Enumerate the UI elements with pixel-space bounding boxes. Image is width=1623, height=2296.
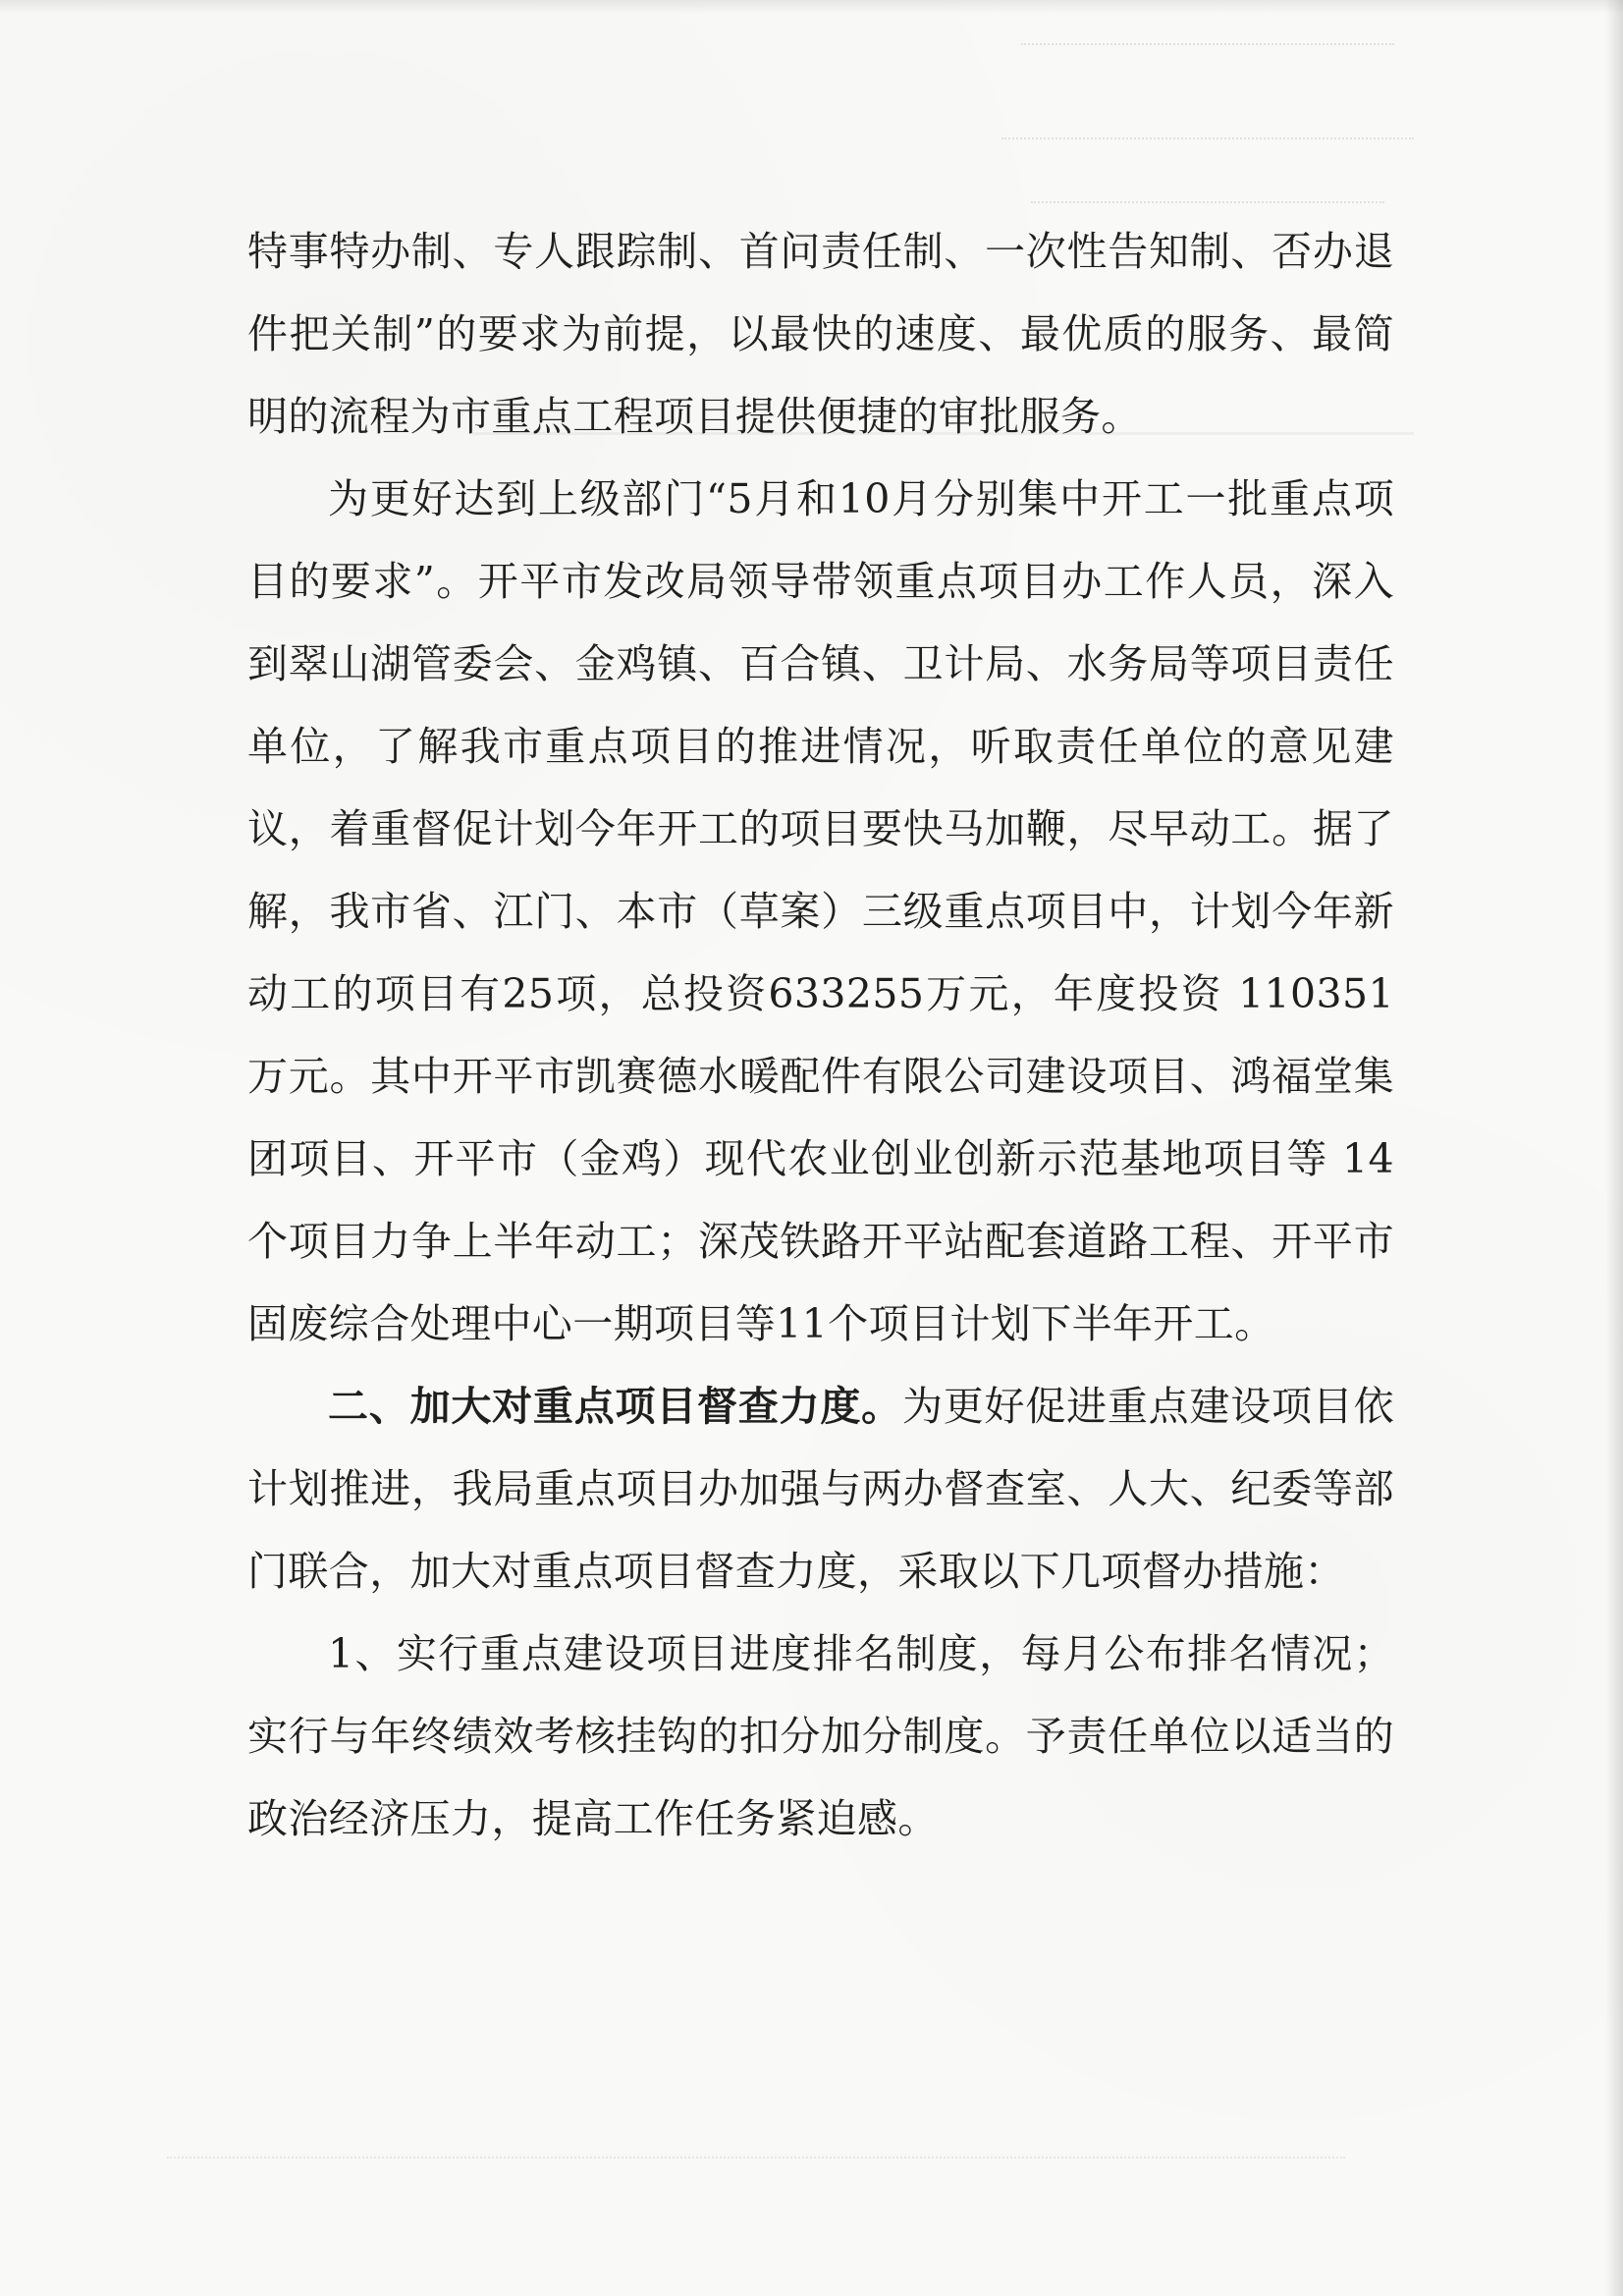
scan-top-shadow xyxy=(0,0,1623,14)
paragraph-text: 为更好达到上级部门“5月和10月分别集中开工一批重点项目的要求”。开平市发改局领导带领重点项目办工作人员，深入到翠山湖管委会、金鸡镇、百合镇、卫计局、水务局等项目责任单位，了解我市重点项目的推进情况，听取责任单位的意见建议，着重督促计划今年开工的项目要快马加鞭，尽早动工。据了解，我市省、江门、本市（草案）三级重点项目中，计划今年新动工的项目有25项，总投资633255万元，年度投资 110351 万元。其中开平市凯赛德水暖配件有限公司建设项目、鸿福堂集团项目、开平市（金鸡）现代农业创业创新示范基地项目等 14 个项目力争上半年动工；深茂铁路开平站配套道路工程、开平市固废综合处理中心一期项目等11个项目计划下半年开工。 xyxy=(247,475,1394,1347)
scan-bleed-mark xyxy=(167,2157,1345,2159)
paragraph-project-start xyxy=(247,458,1394,1365)
scan-bleed-mark xyxy=(1001,137,1414,139)
scan-bleed-mark xyxy=(1031,201,1384,203)
paragraph-supervision xyxy=(247,1365,1394,1613)
paragraph-text: 1、实行重点建设项目进度排名制度，每月公布排名情况；实行与年终绩效考核挂钩的扣分加分制度。予责任单位以适当的政治经济压力，提高工作任务紧迫感。 xyxy=(247,1630,1394,1842)
section-heading: 二、加大对重点项目督查力度。 xyxy=(328,1383,902,1430)
paragraph-text: 特事特办制、专人跟踪制、首问责任制、一次性告知制、否办退件把关制”的要求为前提，以最快的速度、最优质的服务、最简明的流程为市重点工程项目提供便捷的审批服务。 xyxy=(247,228,1394,440)
scan-right-edge-shadow xyxy=(1605,0,1623,2296)
paragraph-continuation xyxy=(247,210,1394,458)
document-body xyxy=(247,210,1394,1860)
paragraph-text: 为更好促进重点建设项目依计划推进，我局重点项目办加强与两办督查室、人大、纪委等部门联合，加大对重点项目督查力度，采取以下几项督办措施： xyxy=(247,1383,1394,1595)
scan-bleed-mark xyxy=(1021,43,1394,45)
paragraph-measure-1 xyxy=(247,1613,1394,1860)
